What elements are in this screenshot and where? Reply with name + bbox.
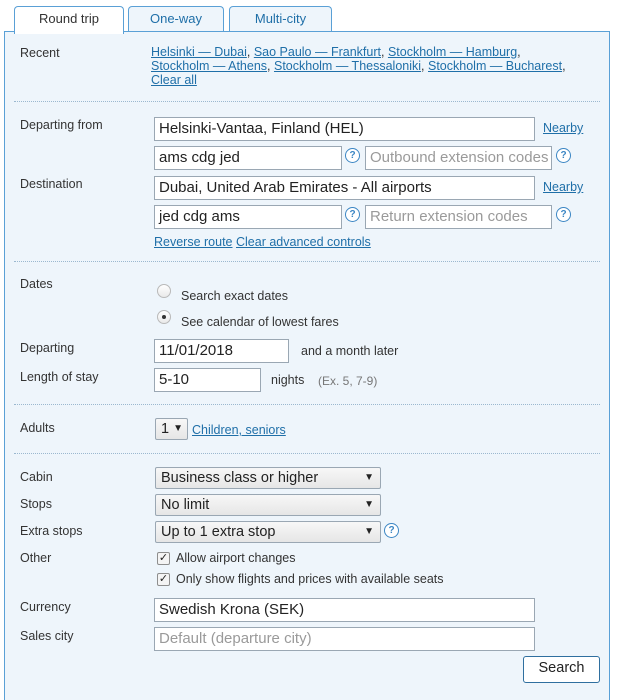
checkmark-icon[interactable]: ✓	[158, 573, 169, 585]
allow-airport-changes-label: Allow airport changes	[176, 551, 296, 565]
length-of-stay-example: (Ex. 5, 7-9)	[318, 374, 378, 388]
extra-stops-select[interactable]	[155, 521, 381, 543]
clear-recent-link[interactable]: Clear all	[151, 73, 197, 87]
sales-city-input[interactable]: Default (departure city)	[154, 627, 535, 651]
caret-down-icon: ▼	[364, 526, 374, 537]
calendar-lowest-fares-radio[interactable]	[157, 310, 171, 324]
search-exact-dates-radio[interactable]	[157, 284, 171, 298]
other-label: Other	[20, 551, 52, 565]
currency-label: Currency	[20, 600, 71, 614]
section-divider	[14, 261, 600, 262]
stops-value: No limit	[161, 497, 210, 513]
section-divider	[14, 404, 600, 405]
return-extension-codes-input[interactable]: Return extension codes	[365, 205, 552, 229]
adults-value: 1	[161, 421, 170, 437]
stops-select[interactable]	[155, 494, 381, 516]
recent-searches: Helsinki — Dubai, Sao Paulo — Frankfurt, Stockholm — Hamburg, Stockholm — Athens, Stockholm — Thessaloniki, Stockholm — Bucharest, Clear all	[151, 45, 566, 87]
destination-label: Destination	[20, 177, 83, 191]
origin-nearby-link[interactable]: Nearby	[543, 121, 584, 135]
departing-from-label: Departing from	[20, 118, 103, 132]
extra-stops-label: Extra stops	[20, 524, 83, 538]
caret-down-icon: ▼	[364, 472, 374, 483]
recent-route-link[interactable]: Sao Paulo — Frankfurt	[253, 45, 381, 59]
search-exact-dates-label: Search exact dates	[181, 289, 289, 303]
cabin-select[interactable]	[155, 467, 381, 489]
currency-input[interactable]: Swedish Krona (SEK)	[154, 598, 535, 622]
departing-suffix: and a month later	[301, 344, 399, 358]
tab-one-way[interactable]: One-way	[128, 6, 224, 32]
outbound-extension-codes-input[interactable]: Outbound extension codes	[365, 146, 552, 170]
reverse-route-link[interactable]: Reverse route	[154, 235, 233, 249]
departing-label: Departing	[20, 341, 75, 355]
dates-label: Dates	[20, 277, 53, 291]
search-button[interactable]: Search	[523, 656, 600, 683]
question-mark-circle-icon[interactable]: ?	[345, 148, 360, 163]
tab-multi-city[interactable]: Multi-city	[229, 6, 332, 32]
adults-label: Adults	[20, 421, 55, 435]
recent-route-link[interactable]: Stockholm — Thessaloniki	[273, 59, 422, 73]
question-mark-circle-icon[interactable]: ?	[556, 148, 571, 163]
question-mark-circle-icon[interactable]: ?	[345, 207, 360, 222]
section-divider	[14, 453, 600, 454]
departure-date-input[interactable]: 11/01/2018	[154, 339, 289, 363]
recent-route-link[interactable]: Stockholm — Bucharest	[428, 59, 563, 73]
caret-down-icon: ▼	[364, 499, 374, 510]
destination-input[interactable]: Dubai, United Arab Emirates - All airports	[154, 176, 535, 200]
origin-input[interactable]: Helsinki-Vantaa, Finland (HEL)	[154, 117, 535, 141]
checkmark-icon[interactable]: ✓	[158, 552, 169, 564]
cabin-value: Business class or higher	[161, 470, 319, 486]
caret-down-icon: ▼	[173, 423, 183, 434]
question-mark-circle-icon[interactable]: ?	[384, 523, 399, 538]
adults-select[interactable]	[155, 418, 188, 440]
length-of-stay-label: Length of stay	[20, 370, 99, 384]
section-divider	[14, 101, 600, 102]
question-mark-circle-icon[interactable]: ?	[556, 207, 571, 222]
stops-label: Stops	[20, 497, 52, 511]
nights-label: nights	[271, 373, 305, 387]
recent-route-link[interactable]: Helsinki — Dubai	[151, 45, 247, 59]
extra-stops-value: Up to 1 extra stop	[161, 524, 276, 540]
route-links	[154, 235, 371, 249]
destination-nearby-link[interactable]: Nearby	[543, 180, 584, 194]
calendar-lowest-fares-label: See calendar of lowest fares	[181, 315, 339, 329]
sales-city-label: Sales city	[20, 629, 74, 643]
available-seats-label: Only show flights and prices with available seats	[176, 572, 444, 586]
outbound-extension-input[interactable]: ams cdg jed	[154, 146, 342, 170]
recent-label: Recent	[20, 46, 60, 60]
recent-route-link[interactable]: Stockholm — Athens	[151, 59, 268, 73]
cabin-label: Cabin	[20, 470, 53, 484]
children-seniors-link[interactable]: Children, seniors	[192, 423, 286, 437]
tab-round-trip[interactable]: Round trip	[14, 6, 124, 34]
return-extension-input[interactable]: jed cdg ams	[154, 205, 342, 229]
clear-advanced-controls-link[interactable]: Clear advanced controls	[236, 235, 371, 249]
length-of-stay-input[interactable]: 5-10	[154, 368, 261, 392]
recent-route-link[interactable]: Stockholm — Hamburg	[387, 45, 518, 59]
